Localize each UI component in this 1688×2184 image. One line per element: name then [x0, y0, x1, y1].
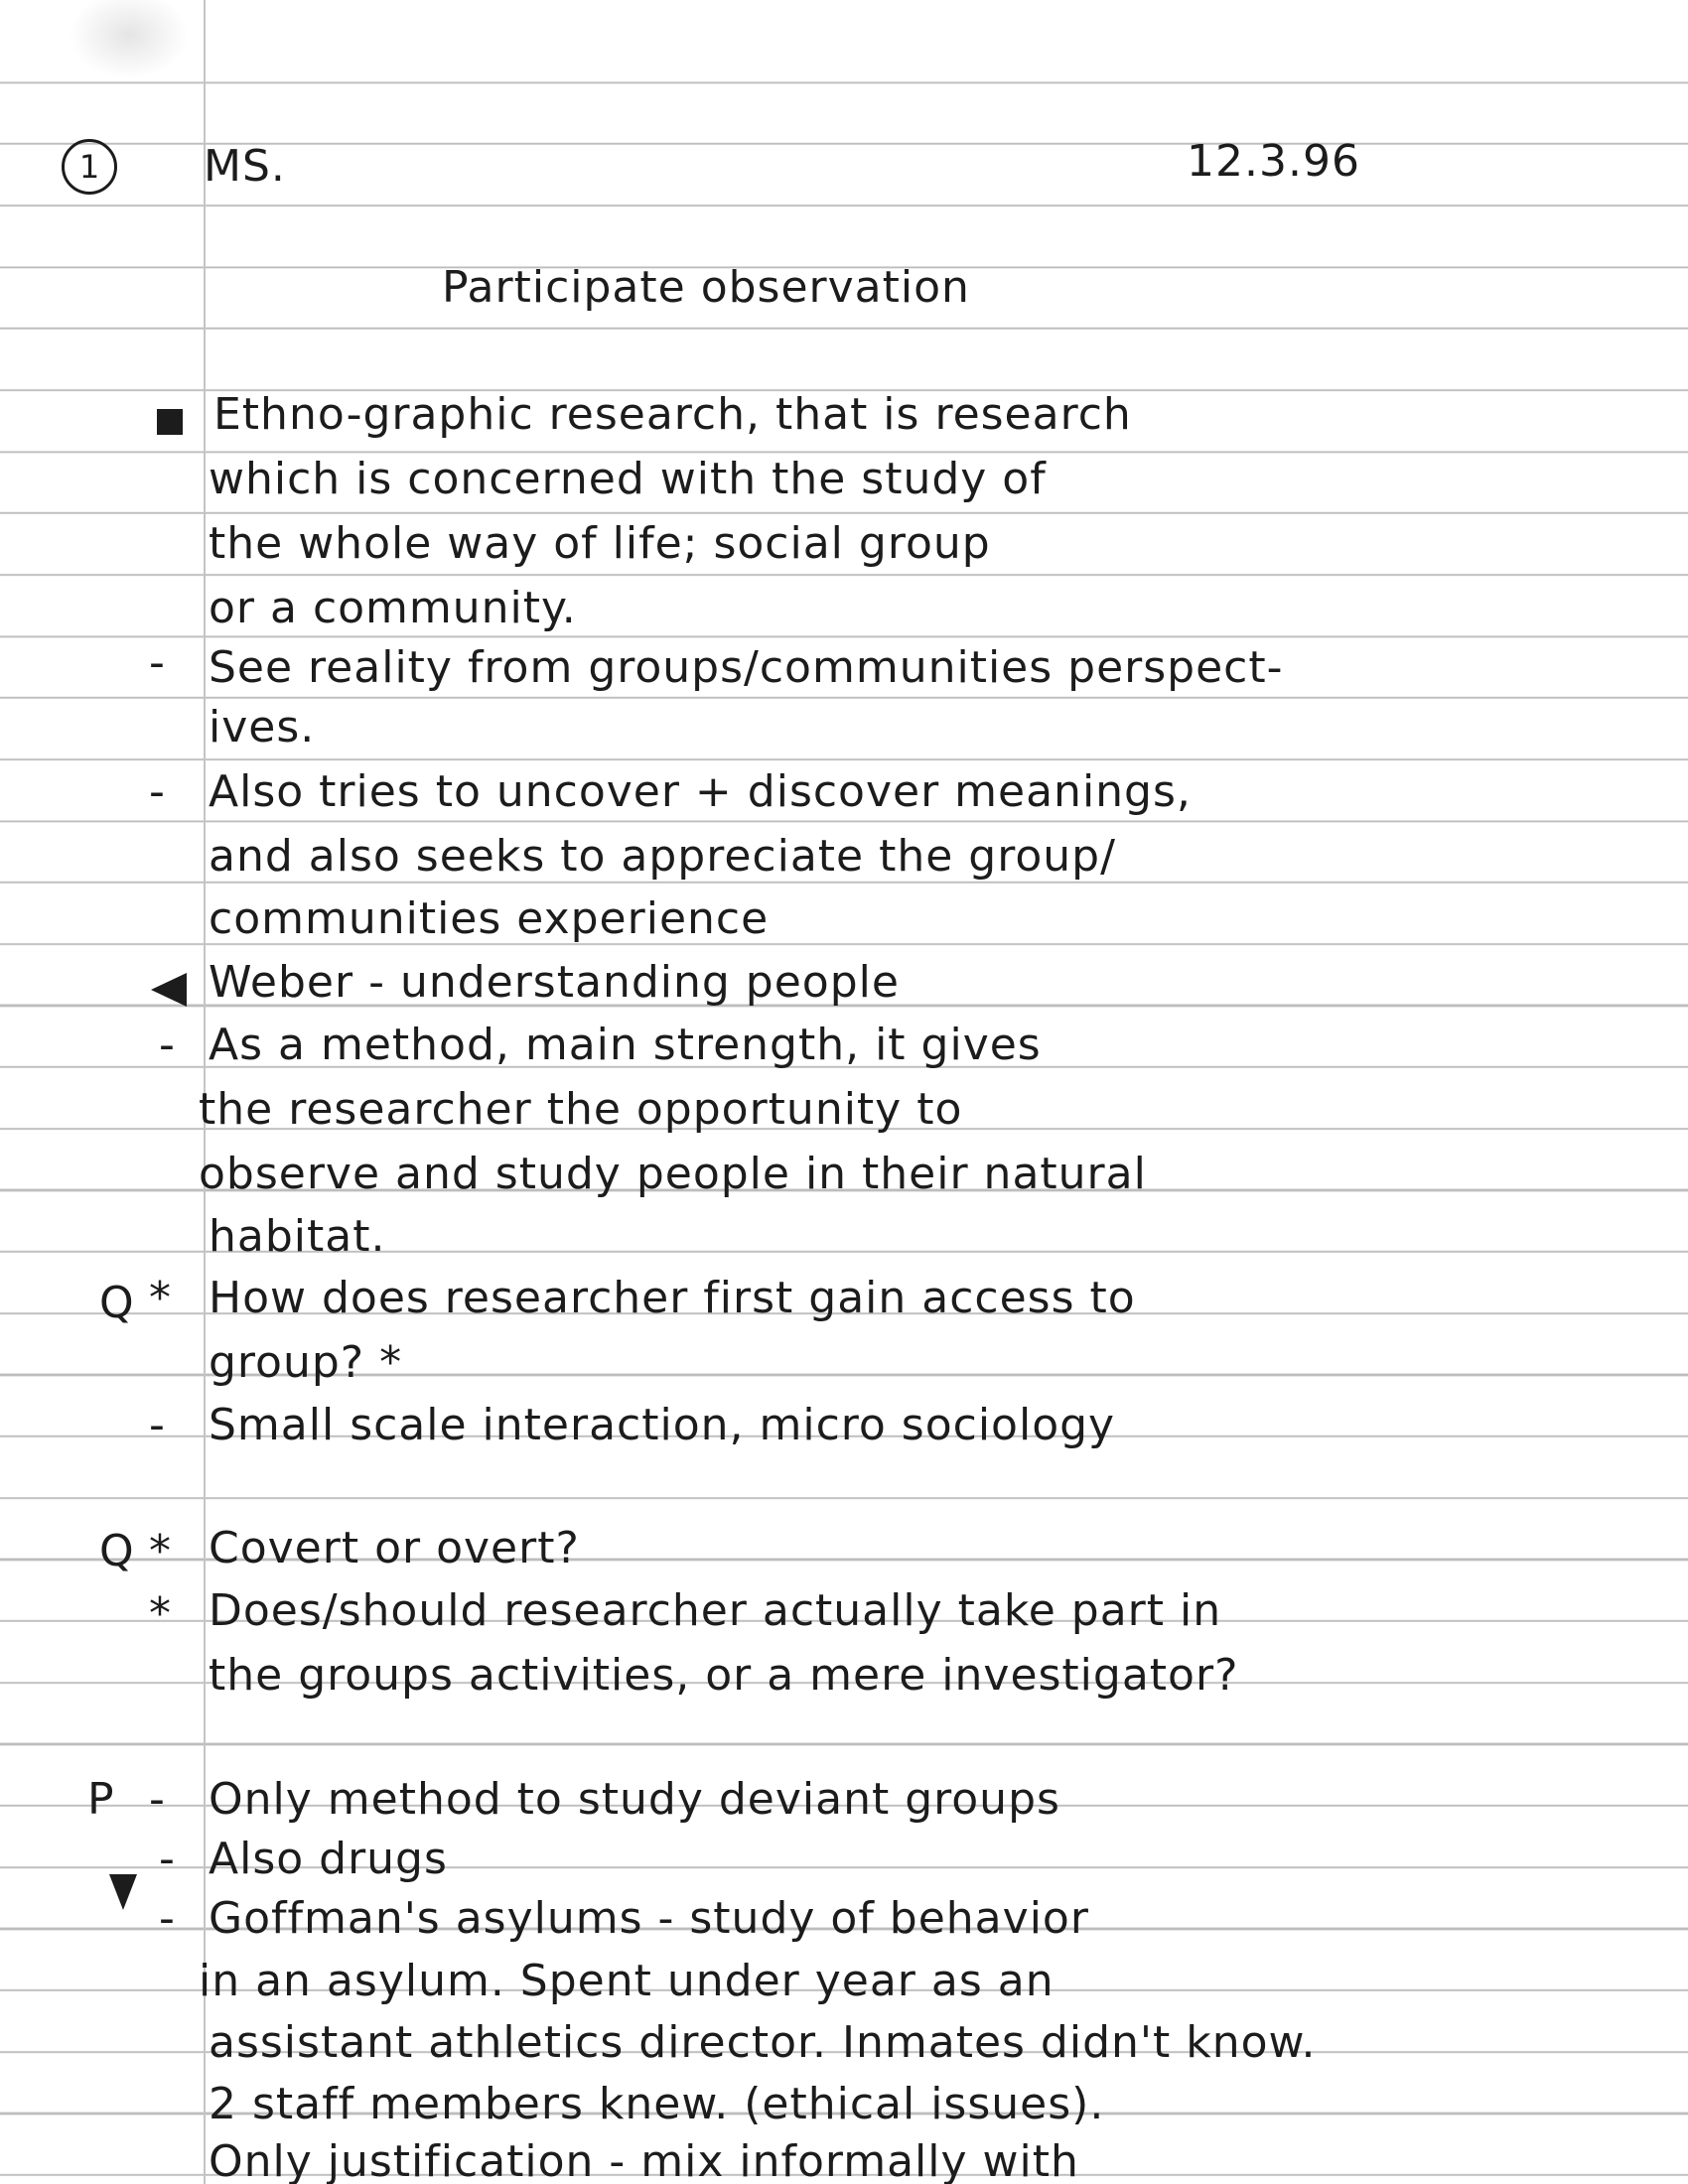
note-line-25: assistant athletics director. Inmates didn't know. — [209, 2017, 1317, 2068]
note-line-10: Weber - understanding people — [209, 957, 900, 1008]
note-line-18: Covert or overt? — [209, 1523, 580, 1573]
star-marker: * — [149, 1273, 172, 1323]
note-line-7: Also tries to uncover + discover meanings, — [209, 766, 1192, 817]
star-marker: * — [149, 1526, 172, 1576]
note-line-5: See reality from groups/communities perspect- — [209, 642, 1284, 693]
triangle-left-bullet-icon — [151, 973, 187, 1007]
note-line-27: Only justification - mix informally with — [209, 2136, 1079, 2184]
square-bullet-icon — [157, 409, 183, 435]
dash-marker: - — [149, 1774, 166, 1825]
paper-smudge — [70, 0, 189, 79]
dash-marker: - — [149, 766, 166, 817]
note-line-6: ives. — [209, 702, 316, 752]
question-marker: Q — [99, 1278, 135, 1328]
note-line-1: Ethno-graphic research, that is research — [213, 389, 1132, 440]
dash-marker: - — [149, 637, 166, 688]
question-marker: Q — [99, 1526, 135, 1576]
note-line-21: Only method to study deviant groups — [209, 1774, 1060, 1825]
note-line-4: or a community. — [209, 583, 577, 633]
note-line-9: communities experience — [209, 893, 770, 944]
date: 12.3.96 — [1187, 136, 1360, 187]
note-line-22: Also drugs — [209, 1834, 448, 1884]
note-line-20: the groups activities, or a mere investigator? — [209, 1650, 1239, 1701]
page-number-circled: 1 — [62, 139, 117, 195]
note-line-15: How does researcher first gain access to — [209, 1273, 1136, 1323]
note-line-8: and also seeks to appreciate the group/ — [209, 831, 1116, 882]
p-marker: P — [87, 1774, 115, 1825]
note-line-24: in an asylum. Spent under year as an — [199, 1956, 1055, 2006]
note-line-14: habitat. — [209, 1211, 386, 1262]
note-line-13: observe and study people in their natural — [199, 1149, 1147, 1199]
note-line-3: the whole way of life; social group — [209, 518, 991, 569]
initials: MS. — [204, 141, 286, 192]
dash-marker: - — [149, 1400, 166, 1450]
dash-marker: - — [159, 1020, 176, 1070]
note-line-17: Small scale interaction, micro sociology — [209, 1400, 1116, 1450]
dash-marker: - — [159, 1834, 176, 1884]
dash-marker: - — [159, 1893, 176, 1944]
note-line-23: Goffman's asylums - study of behavior — [209, 1893, 1089, 1944]
triangle-down-bullet-icon — [109, 1874, 137, 1910]
note-line-16: group? * — [209, 1337, 403, 1388]
note-line-26: 2 staff members knew. (ethical issues). — [209, 2079, 1105, 2129]
note-line-11: As a method, main strength, it gives — [209, 1020, 1042, 1070]
note-line-12: the researcher the opportunity to — [199, 1084, 963, 1135]
star-marker: * — [149, 1588, 172, 1639]
page-title: Participate observation — [442, 262, 970, 313]
note-line-19: Does/should researcher actually take part in — [209, 1585, 1222, 1636]
note-line-2: which is concerned with the study of — [209, 454, 1047, 504]
